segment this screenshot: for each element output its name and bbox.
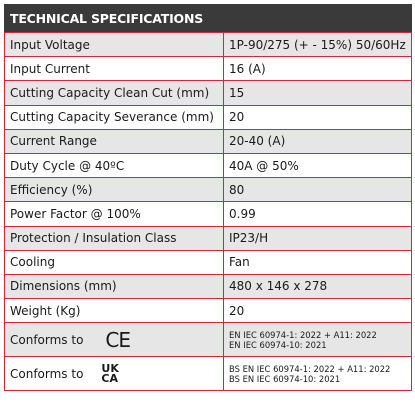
table-row (5, 299, 412, 323)
row-value: 20 (224, 105, 412, 129)
row-label: Cooling (5, 250, 224, 274)
conforms-row-ce (5, 323, 412, 357)
row-label: Power Factor @ 100% (5, 202, 224, 226)
table-row (5, 129, 412, 153)
standard-line: EN IEC 60974-10: 2021 (229, 339, 327, 350)
spec-table (4, 32, 412, 391)
table-title-bar (4, 4, 412, 32)
row-label: Cutting Capacity Clean Cut (mm) (5, 81, 224, 105)
conforms-label-cell (5, 323, 224, 357)
row-value: 80 (224, 178, 412, 202)
table-title: TECHNICAL SPECIFICATIONS (10, 10, 204, 26)
conforms-label-cell (5, 357, 224, 391)
row-label: Cutting Capacity Severance (mm) (5, 105, 224, 129)
table-row (5, 202, 412, 226)
standard-line: EN IEC 60974-1: 2022 + A11: 2022 (229, 329, 377, 340)
conforms-label: Conforms to (10, 332, 84, 347)
row-label: Input Current (5, 57, 224, 81)
table-row (5, 250, 412, 274)
row-value: 20 (224, 299, 412, 323)
row-value: IP23/H (224, 226, 412, 250)
row-value: 15 (224, 81, 412, 105)
row-label: Protection / Insulation Class (5, 226, 224, 250)
row-value: 16 (A) (224, 57, 412, 81)
table-row (5, 81, 412, 105)
table-row (5, 105, 412, 129)
table-row (5, 33, 412, 57)
table-row (5, 274, 412, 298)
ce-mark-logo: CE (105, 327, 131, 352)
conforms-standards (224, 323, 412, 357)
row-value: 480 x 146 x 278 (224, 274, 412, 298)
standard-line: BS EN IEC 60974-1: 2022 + A11: 2022 (229, 363, 391, 374)
row-label: Current Range (5, 129, 224, 153)
standard-line: BS EN IEC 60974-10: 2021 (229, 373, 341, 384)
table-row (5, 57, 412, 81)
conforms-standards (224, 357, 412, 391)
ukca-mark-logo: UK CA (101, 361, 119, 385)
row-label: Weight (Kg) (5, 299, 224, 323)
row-value: 40A @ 50% (224, 153, 412, 177)
row-label: Efficiency (%) (5, 178, 224, 202)
table-row (5, 226, 412, 250)
table-row (5, 153, 412, 177)
row-value: 20-40 (A) (224, 129, 412, 153)
conforms-row-ukca (5, 357, 412, 391)
conforms-label: Conforms to (10, 366, 84, 381)
spec-table-container (4, 4, 412, 391)
row-value: 0.99 (224, 202, 412, 226)
row-label: Dimensions (mm) (5, 274, 224, 298)
row-value: Fan (224, 250, 412, 274)
row-label: Duty Cycle @ 40ºC (5, 153, 224, 177)
table-row (5, 178, 412, 202)
row-value: 1P-90/275 (+ - 15%) 50/60Hz (224, 33, 412, 57)
row-label: Input Voltage (5, 33, 224, 57)
